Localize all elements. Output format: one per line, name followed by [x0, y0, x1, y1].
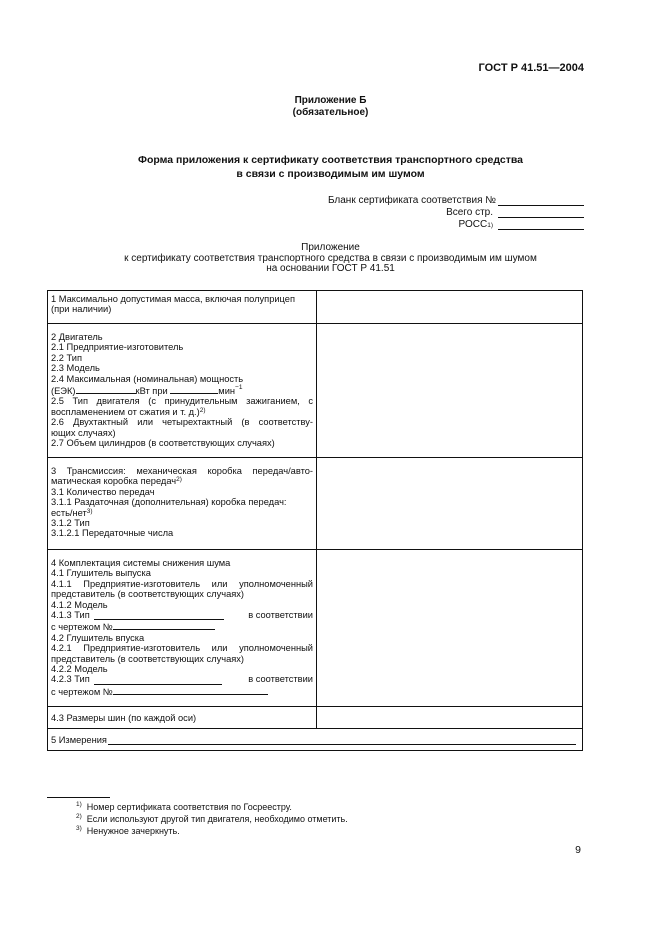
engine-power-line [51, 384, 313, 396]
ross-label: РОСС [458, 219, 488, 230]
form-title-line1: Форма приложения к сертификату соответствия транспортного средства [138, 154, 523, 166]
rpm-exponent: −1 [235, 384, 243, 392]
engine-line: 2.6 Двухтактный или четырехтактный (в соответству- [51, 417, 313, 428]
exhaust-type-suffix: в соответствии [248, 610, 313, 621]
exhaust-drawing-label: с чертежом № [51, 622, 113, 633]
appendix-header-line2: к сертификату соответствия транспортного средства в связи с производимым им шумом [124, 252, 537, 264]
noise-system-line: 4.2.2 Модель [51, 664, 108, 675]
section-1-line: (при наличии) [51, 304, 112, 315]
table-row [48, 550, 583, 707]
section-3-cell [48, 458, 317, 550]
tire-size-value-cell [317, 707, 583, 729]
footnote-text: Ненужное зачеркнуть. [86, 826, 180, 836]
footnote-1 [76, 802, 292, 812]
intake-type-blank [94, 675, 222, 685]
section-4-cell [48, 550, 317, 707]
noise-system-line: 4.1.2 Модель [51, 599, 108, 610]
exhaust-drawing-blank [113, 620, 215, 630]
ross-line [498, 219, 584, 230]
transmission-line: 3.1.2 Тип [51, 518, 90, 529]
annex-heading [0, 95, 661, 119]
measurements-label: 5 Измерения [51, 734, 107, 745]
annex-title: Приложение Б [294, 95, 367, 106]
noise-system-line: 4.1 Глушитель выпуска [51, 568, 151, 579]
exhaust-drawing-line [51, 620, 313, 632]
intake-type-label: 4.2.3 Тип [51, 674, 90, 685]
engine-line: 2.5 Тип двигателя (с принудительным зажиганием, с [51, 396, 313, 407]
section-2-value-cell [317, 324, 583, 458]
power-blank [76, 384, 136, 394]
footnote-number: 2) [76, 813, 82, 820]
table-row [48, 729, 583, 751]
noise-system-line: 4 Комплектация системы снижения шума [51, 558, 231, 568]
table-row [48, 458, 583, 550]
engine-line: 2 Двигатель [51, 332, 103, 342]
form-title-line2: в связи с производимым им шумом [236, 168, 425, 180]
engine-line: 2.7 Объем цилиндров (в соответствующих случаях) [51, 438, 275, 449]
engine-line [51, 407, 313, 417]
standard-header: ГОСТ Р 41.51—2004 [478, 62, 584, 74]
noise-system-line: представитель (в соответствующих случаях) [51, 589, 245, 600]
pages-label: Всего стр. [446, 207, 493, 218]
footnote-mark: 2) [199, 406, 206, 414]
noise-system-line: 4.2 Глушитель впуска [51, 632, 145, 643]
engine-line: 2.1 Предприятие-изготовитель [51, 342, 184, 353]
noise-system-line: 4.1.1 Предприятие-изготовитель или уполномоченный [51, 578, 313, 589]
transmission-line: 3.1.1 Раздаточная (дополнительная) коробка передач: [51, 497, 287, 508]
section-1-cell [48, 291, 317, 324]
noise-system-line: 4.2.1 Предприятие-изготовитель или уполномоченный [51, 643, 313, 654]
certificate-line [498, 195, 584, 206]
transmission-line [51, 508, 313, 518]
measurements-line [51, 735, 579, 745]
table-row [48, 324, 583, 458]
power-label: (ЕЭК) [51, 386, 76, 397]
table-row [48, 291, 583, 324]
certificate-label: Бланк сертификата соответствия № [327, 195, 496, 206]
engine-line: 2.4 Максимальная (номинальная) мощность [51, 373, 244, 384]
section-2-cell [48, 324, 317, 458]
appendix-header [0, 243, 661, 275]
engine-line: 2.3 Модель [51, 363, 100, 374]
transmission-line: 3.1.2.1 Передаточные числа [51, 528, 174, 539]
appendix-header-line3: на основании ГОСТ Р 41.51 [266, 263, 395, 274]
exhaust-type-blank [94, 610, 224, 620]
intake-drawing-label: с чертежом № [51, 686, 113, 697]
footnote-3 [76, 826, 180, 836]
exhaust-type-label: 4.1.3 Тип [51, 610, 90, 621]
intake-type-suffix: в соответствии [248, 674, 313, 685]
section-3-value-cell [317, 458, 583, 550]
engine-line: 2.2 Тип [51, 352, 83, 363]
annex-status: (обязательное) [292, 107, 369, 118]
section-4-value-cell [317, 550, 583, 707]
footnote-text: Номер сертификата соответствия по Госреестру. [86, 802, 292, 812]
rpm-blank [170, 384, 218, 394]
transmission-text: матическая коробка передач [51, 476, 177, 487]
pages-field [300, 207, 584, 218]
footnote-text: Если используют другой тип двигателя, необходимо отметить. [86, 814, 348, 824]
section-1-line: 1 Максимально допустимая масса, включая полуприцеп [51, 294, 295, 304]
appendix-header-line1: Приложение [301, 242, 360, 253]
rpm-unit: мин [218, 386, 236, 397]
pages-line [498, 207, 584, 218]
tire-size-cell: 4.3 Размеры шин (по каждой оси) [48, 707, 317, 729]
transmission-text: есть/нет [51, 507, 87, 518]
transmission-line: 3.1 Количество передач [51, 486, 155, 497]
intake-drawing-line [51, 685, 313, 697]
page-number: 9 [575, 844, 581, 856]
footnote-mark: 2) [176, 476, 182, 484]
power-unit: кВт при [135, 386, 168, 397]
noise-system-line: представитель (в соответствующих случаях) [51, 653, 245, 664]
engine-type-text: воспламенением от сжатия и т. д.) [51, 406, 200, 417]
measurements-cell [48, 729, 583, 751]
engine-line: ющих случаях) [51, 427, 116, 438]
certificate-blank-field [300, 195, 584, 206]
footnote-2 [76, 814, 348, 824]
section-1-value-cell [317, 291, 583, 324]
form-table [47, 290, 583, 751]
ross-field [300, 219, 584, 230]
footnote-separator [47, 797, 110, 798]
intake-type-line [51, 674, 313, 684]
footnote-number: 3) [76, 825, 82, 832]
footnote-number: 1) [76, 801, 82, 808]
exhaust-type-line [51, 610, 313, 620]
form-title [0, 153, 661, 181]
ross-footnote-mark: 1) [487, 222, 493, 229]
footnote-mark: 3) [86, 507, 93, 515]
measurements-blank [108, 735, 576, 745]
intake-drawing-blank [113, 685, 268, 695]
table-row [48, 707, 583, 729]
transmission-line: 3 Трансмиссия: механическая коробка передач/авто- [51, 466, 313, 476]
transmission-line [51, 476, 313, 486]
